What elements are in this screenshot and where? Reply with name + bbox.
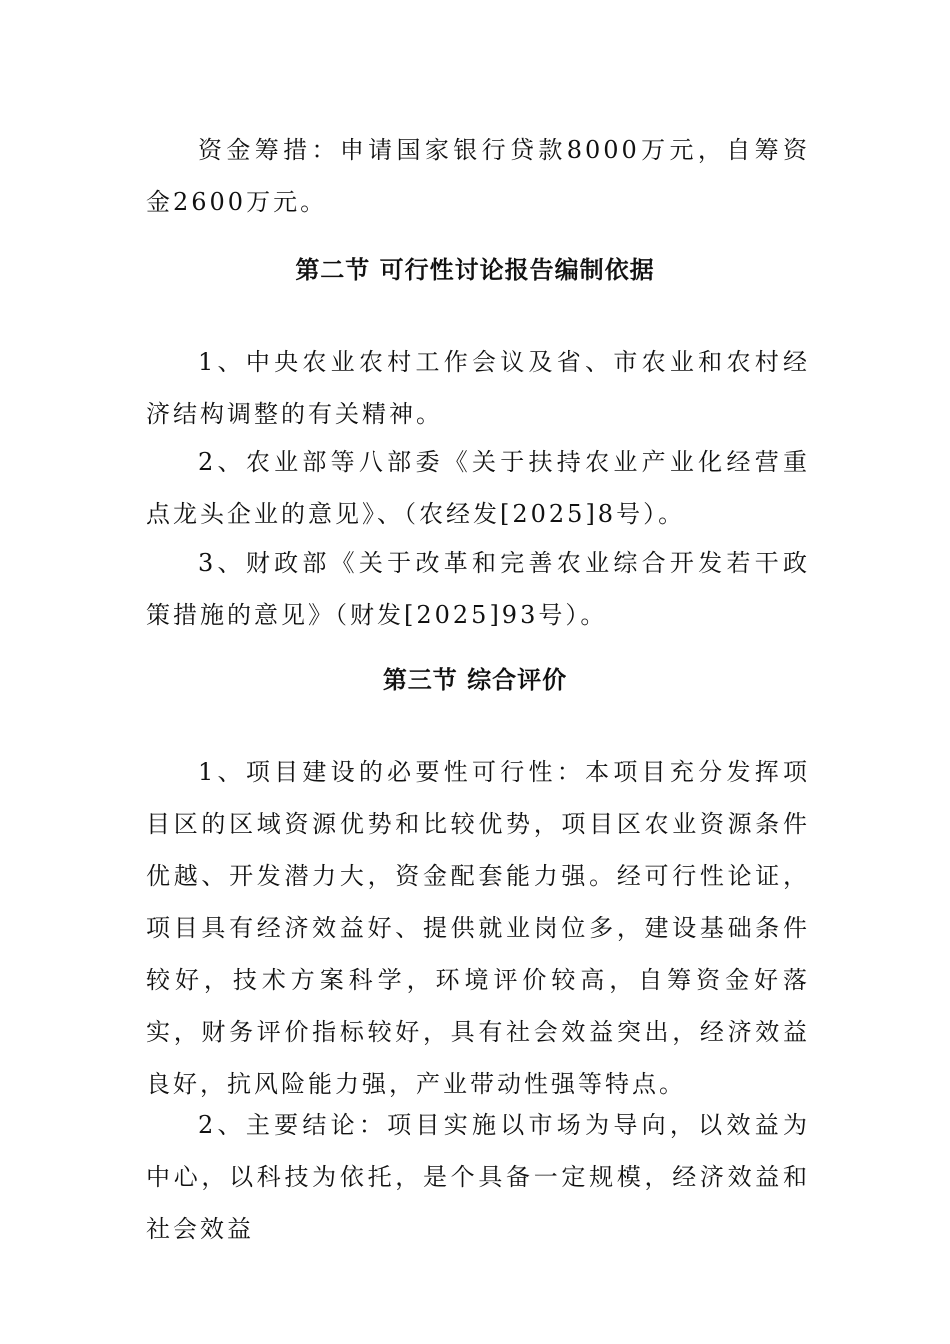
section-2-item-1: 1、中央农业农村工作会议及省、市农业和农村经济结构调整的有关精神。 [146,348,810,428]
section-3-item-1: 1、项目建设的必要性可行性：本项目充分发挥项目区的区域资源优势和比较优势，项目区农业资源条件优越、开发潜力大，资金配套能力强。经可行性论证，项目具有经济效益好、提供就业岗位多，建设基础条件较好，技术方案科学，环境评价较高，自筹资金好落实，财务评价指标较好，具有社会效益突出，经济效益良好，抗风险能力强，产业带动性强等特点。 [146,758,810,1098]
section-3-heading: 第三节 综合评价 [382,666,568,694]
section-2-item-3: 3、财政部《关于改革和完善农业综合开发若干政策措施的意见》（财发[2025]93号）。 [146,549,810,629]
section-2-heading: 第二节 可行性讨论报告编制依据 [295,256,655,284]
funding-paragraph: 资金筹措：申请国家银行贷款8000万元，自筹资金2600万元。 [146,136,810,216]
section-2-item-2: 2、农业部等八部委《关于扶持农业产业化经营重点龙头企业的意见》、（农经发[2025]8号）。 [146,448,810,528]
section-3-item-2: 2、主要结论：项目实施以市场为导向，以效益为中心，以科技为依托，是个具备一定规模，经济效益和社会效益 [146,1111,810,1243]
